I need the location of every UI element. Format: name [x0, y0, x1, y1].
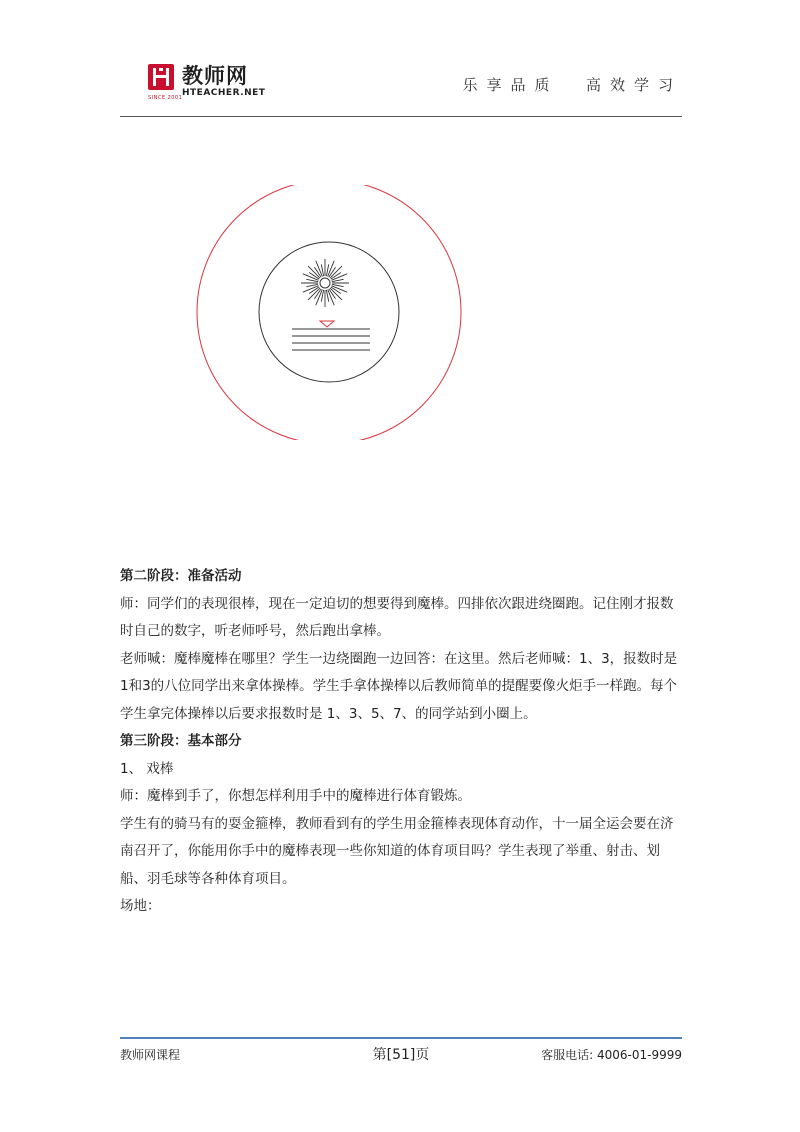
paragraph: 师：同学们的表现很棒，现在一定迫切的想要得到魔棒。四排依次跟进绕圈跑。记住刚才报数时自己的数字，听老师呼号，然后跑出拿棒。	[120, 595, 674, 639]
footer-divider	[120, 1037, 682, 1039]
stage3-heading: 第三阶段：基本部分	[120, 733, 242, 749]
footer-course: 教师网课程	[120, 1048, 181, 1062]
paragraph: 师：魔棒到手了，你想怎样利用手中的魔棒进行体育锻炼。	[120, 788, 471, 804]
paragraph: 老师喊：魔棒魔棒在哪里？学生一边绕圈跑一边回答：在这里。然后老师喊：1、3，报数时是1和3的八位同学出来拿体操棒。学生手拿体操棒以后教师简单的提醒要像火炬手一样跑。每个学生拿完体操棒以后要求报数时是 1、3、5、7、的同学站到小圈上。	[120, 650, 678, 722]
lesson-content	[120, 563, 682, 921]
field-diagram	[195, 185, 465, 440]
logo-text: 教师网	[182, 64, 248, 88]
sun-icon	[301, 259, 349, 307]
inner-circle	[259, 242, 399, 382]
stage2-heading: 第二阶段：准备活动	[120, 568, 242, 584]
page-header	[120, 58, 682, 118]
list-item: 1、 戏棒	[120, 760, 174, 777]
footer-phone: 客服电话: 4006-01-9999	[541, 1048, 682, 1062]
logo-mark-icon	[148, 64, 174, 94]
page-number: 第[51]页	[372, 1047, 430, 1063]
paragraph: 场地：	[120, 898, 161, 914]
header-divider	[120, 116, 682, 117]
logo	[148, 62, 348, 106]
paragraph: 学生有的骑马有的耍金箍棒，教师看到有的学生用金箍棒表现体育动作，十一届全运会要在济南召开了，你能用你手中的魔棒表现一些你知道的体育项目吗？学生表现了举重、射击、划船、羽毛球等各种体育项目。	[120, 815, 674, 887]
logo-since: SINCE 2001	[148, 95, 183, 101]
teacher-triangle-icon	[320, 321, 334, 327]
outer-circle	[197, 185, 461, 440]
page-footer	[120, 1046, 682, 1066]
slogan: 乐享品质 高效学习	[462, 76, 682, 94]
logo-subtitle: HTEACHER.NET	[182, 88, 266, 98]
